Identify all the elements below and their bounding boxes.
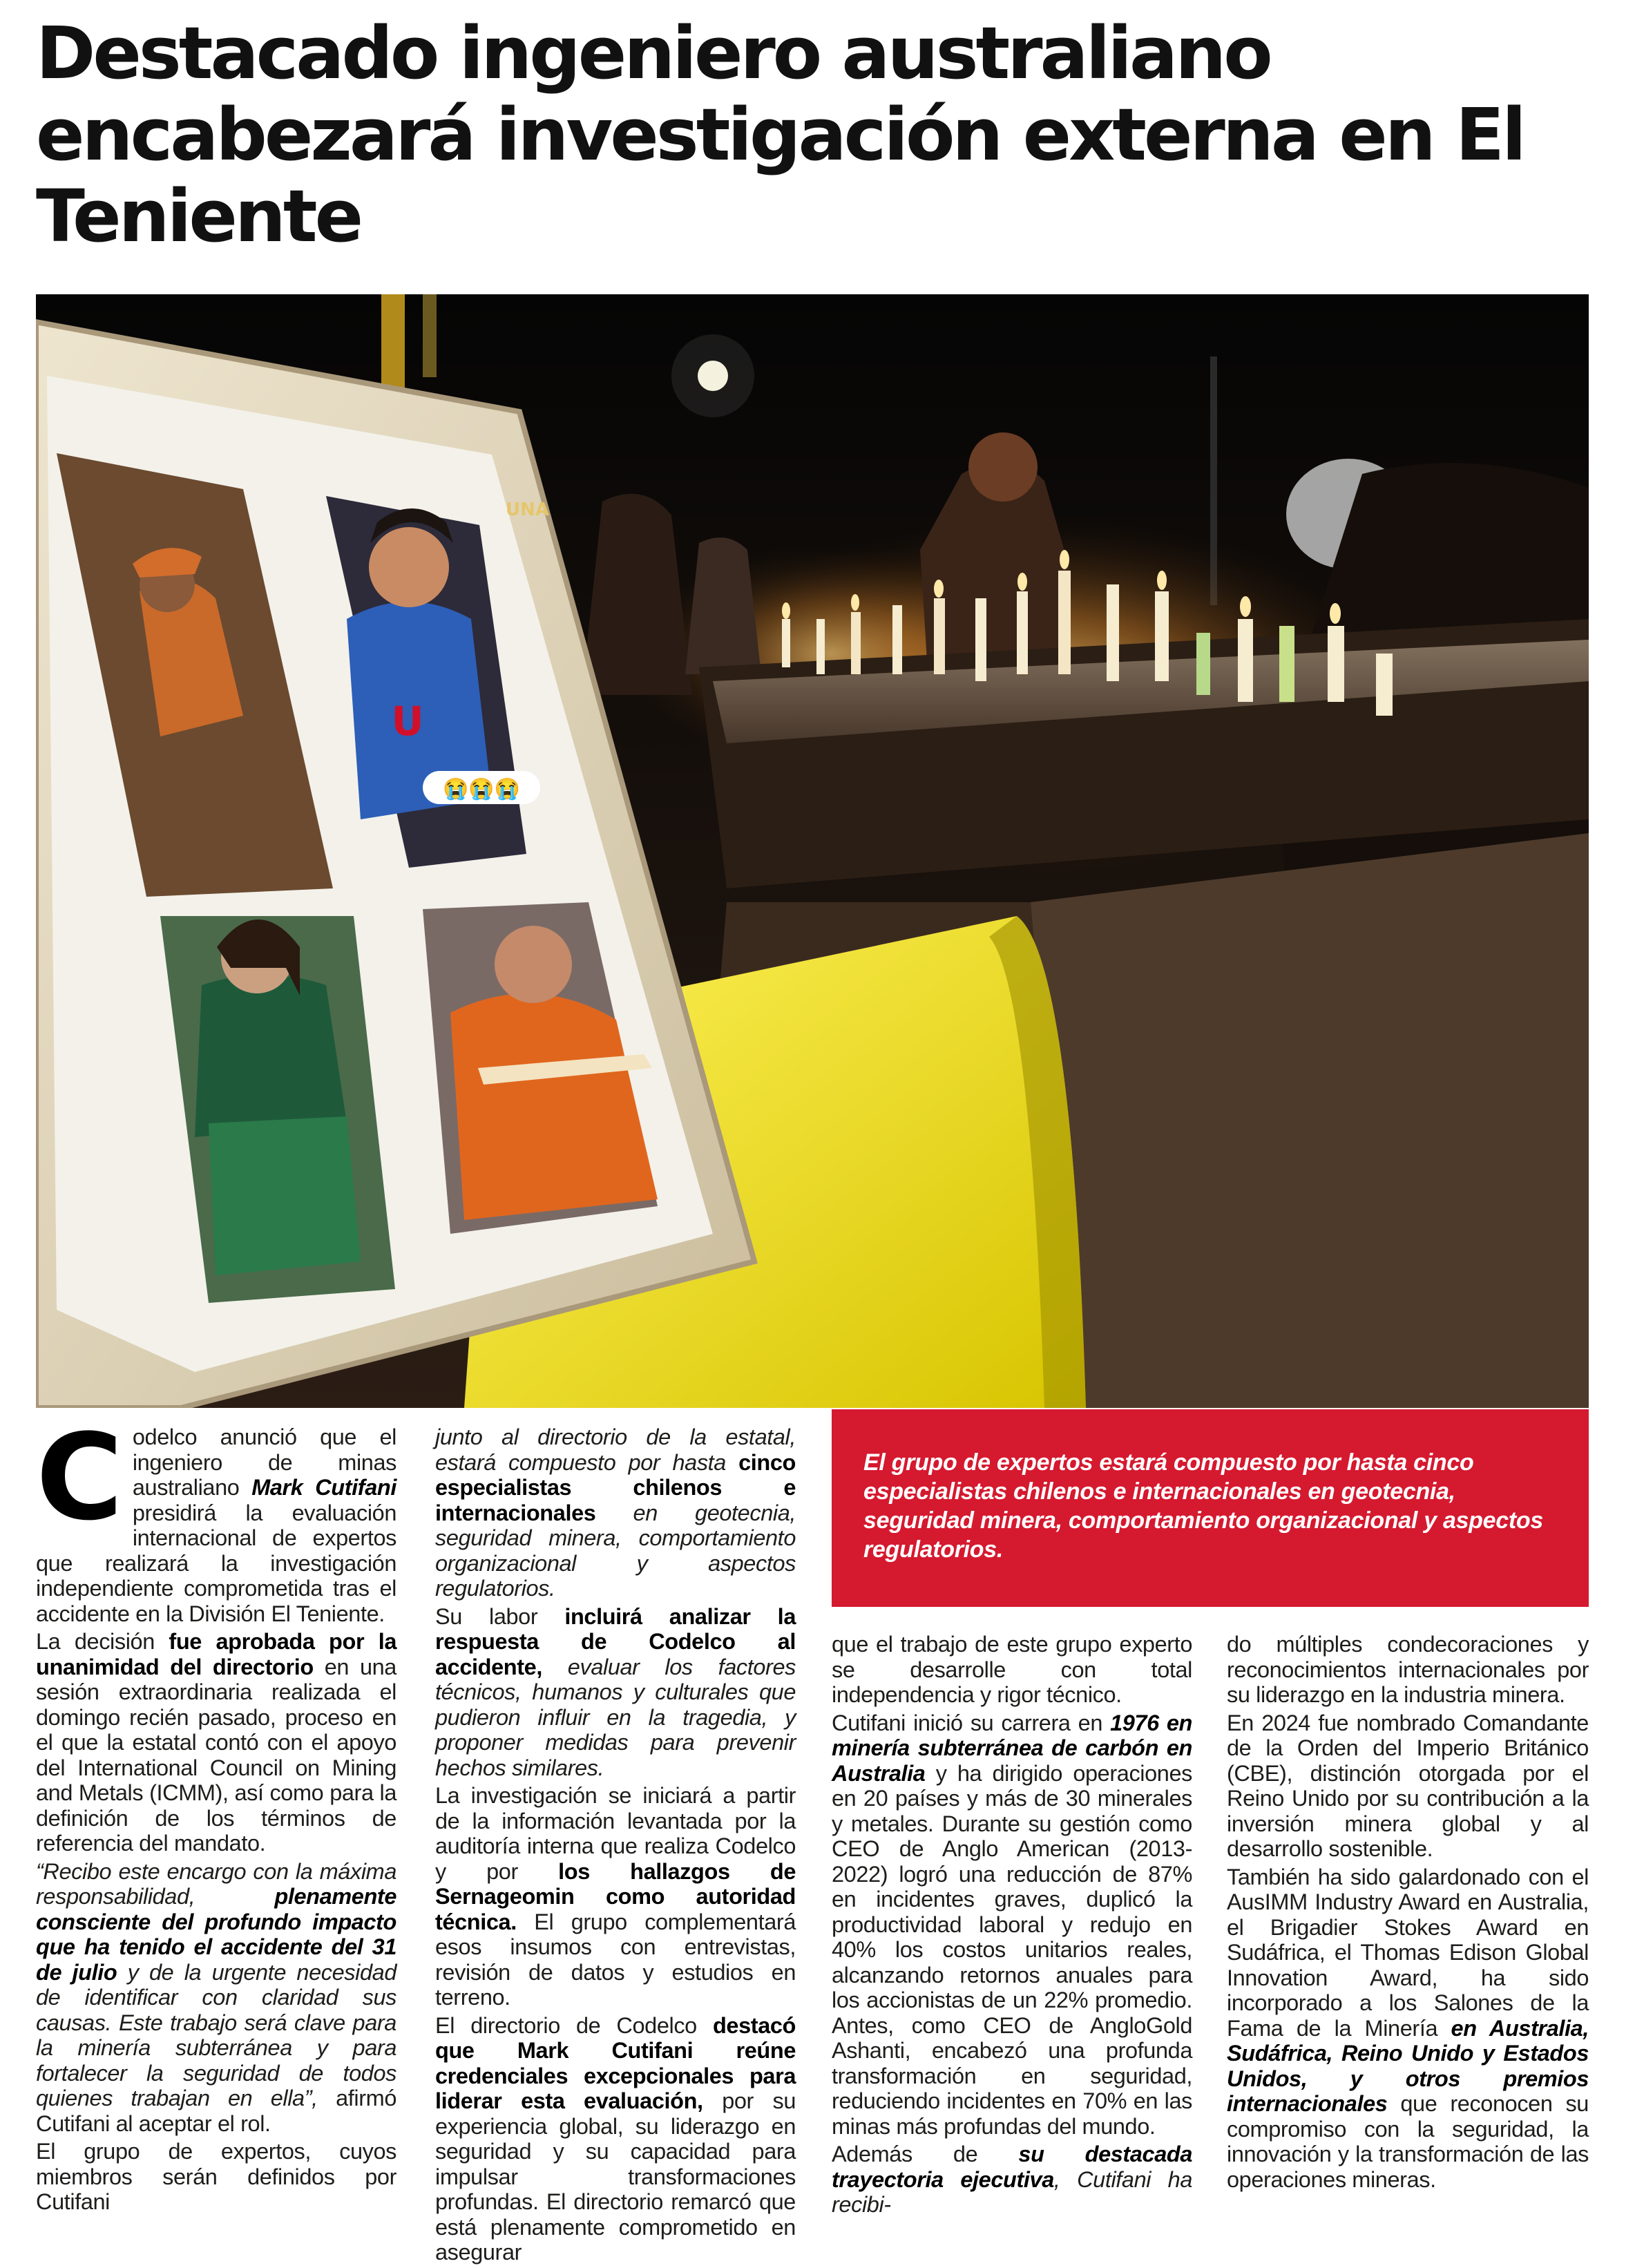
paragraph [36, 1859, 396, 2137]
text-run: do múltiples condecoraciones y reconocimientos internacionales por su liderazgo en la industria minera. [1227, 1632, 1589, 1707]
paragraph [36, 1408, 396, 1626]
text-run: su destacada trayectoria ejecutiva [832, 2142, 1192, 2192]
text-run: Mark Cutifani [251, 1475, 396, 1500]
text-run: plenamente consciente del profundo impacto que ha tenido el accidente del 31 de julio [36, 1884, 396, 1985]
text-run: “Recibo este encargo con la máxima responsabilidad, [36, 1858, 396, 1909]
text-run: destacó que Mark Cutifani reúne credenciales excepcionales para liderar esta evaluación, [435, 2012, 796, 2113]
text-run: La investigación se iniciará a partir de la información levantada por la auditoría interna que realiza Codelco y por [435, 1783, 796, 1884]
text-run: En 2024 fue nombrado Comandante de la Orden del Imperio Británico (CBE), distinción otorgada por el Reino Unido por su contribución a la inversión minera global y al desarrollo sostenible. [1227, 1710, 1589, 1861]
text-run: fue aprobada por la unanimidad del directorio [36, 1629, 396, 1679]
text-run: Cutifani inició su carrera en [832, 1710, 1111, 1735]
jersey-emojis: 😭😭😭 [442, 778, 521, 801]
jersey-letter: U [391, 698, 424, 745]
paragraph [36, 1629, 396, 1856]
column-1 [36, 1408, 396, 2218]
column-3 [832, 1632, 1192, 2220]
dropcap: C [36, 1408, 123, 1547]
paragraph [435, 1783, 796, 2010]
paragraph [1227, 1865, 1589, 2193]
paragraph [1227, 1710, 1589, 1862]
text-run: También ha sido galardonado con el AusIMM Industry Award en Australia, el Brigadier Stokes Award en Sudáfrica, el Thomas Edison Global Innovation Award, ha sido incorporado a los Salones de la Fama de la Minería [1227, 1864, 1589, 2041]
paragraph [832, 1710, 1192, 2140]
text-run: El directorio de Codelco [435, 2012, 713, 2038]
text-run: presidirá la evaluación internacional de expertos que realizará la investigación independiente comprometida tras el accidente en la División El Teniente. [36, 1500, 396, 1626]
text-run: junto al directorio de la estatal, estará compuesto por hasta [435, 1424, 796, 1475]
text-run: odelco anunció que el ingeniero de minas australiano [132, 1424, 396, 1500]
text-run: evaluar los factores técnicos, humanos y culturales que pudieron influir en la tragedia, y proponer medidas para prevenir hechos similares. [435, 1654, 796, 1780]
column-4 [1227, 1632, 1589, 2195]
text-run: El grupo de expertos, cuyos miembros serán definidos por Cutifani [36, 2139, 396, 2214]
text-run: que reconocen su compromiso con la seguridad, la innovación y la transformación de las operaciones mineras. [1227, 2091, 1589, 2192]
text-run: y ha dirigido operaciones en 20 países y más de 30 minerales y metales. Durante su gestión como CEO de Anglo American (2013-2022) logró una reducción de 87% en incidentes graves, duplicó la productividad laboral y redujo en 40% los costos unitarios reales, alcanzando retornos anuales para los accionistas de un 22% promedio. Antes, como CEO de AngloGold Ashanti, encabezó una profunda transformación en seguridad, reduciendo incidentes en 70% en las minas más profundas del mundo. [832, 1760, 1192, 2139]
pull-quote-box [832, 1409, 1589, 1607]
text-run: incluirá analizar la respuesta de Codelco al accidente, [435, 1603, 796, 1679]
paragraph [435, 1424, 796, 1601]
text-run: cinco especialistas chilenos e internacionales [435, 1449, 796, 1525]
text-run: , Cutifani ha recibi- [832, 2166, 1193, 2217]
text-run: en Australia, Sudáfrica, Reino Unido y Estados Unidos, y otros premios internacionales [1227, 2015, 1589, 2116]
vigil-photo [36, 294, 1589, 1408]
text-run: y de la urgente necesidad de identificar con claridad sus causas. Este trabajo será clave para la minería subterránea y para fortalecer la seguridad de todos quienes trabajan en ella”, [36, 1959, 396, 2110]
column-2 [435, 1424, 796, 2268]
headline: Destacado ingeniero australiano encabezará investigación externa en El Teniente [36, 11, 1524, 258]
paragraph [435, 2013, 796, 2265]
text-run: los hallazgos de Sernageomin como autoridad técnica. [435, 1858, 796, 1934]
pull-quote: El grupo de expertos estará compuesto por hasta cinco especialistas chilenos e internacionales en geotecnia, seguridad minera, comportamiento organizacional y aspectos regulatorios. [863, 1449, 1543, 1563]
text-run: que el trabajo de este grupo experto se desarrolle con total independencia y rigor técnico. [832, 1632, 1192, 1707]
text-run: en geotecnia, seguridad minera, comportamiento organizacional y aspectos regulatorios. [435, 1500, 796, 1601]
text-run: por su experiencia global, su liderazgo en seguridad y su capacidad para impulsar transformaciones profundas. El directorio remarcó que está plenamente comprometido en asegurar [435, 2088, 796, 2265]
text-run: afirmó Cutifani al aceptar el rol. [36, 2086, 396, 2136]
text-run: en una sesión extraordinaria realizada el domingo recién pasado, proceso en el que la estatal contó con el apoyo del International Council on Mining and Metals (ICMM), así como para la definición de los términos de referencia del mandato. [36, 1654, 396, 1856]
paragraph [1227, 1632, 1589, 1708]
paragraph [36, 2139, 396, 2215]
paragraph [832, 2142, 1192, 2218]
frame-sign: UNA [506, 499, 549, 520]
paragraph [832, 1632, 1192, 1708]
text-run: Además de [832, 2142, 1019, 2166]
text-run: Su labor [435, 1603, 565, 1629]
text-run: La decisión [36, 1629, 169, 1654]
paragraph [435, 1604, 796, 1781]
text-run: El grupo complementará esos insumos con entrevistas, revisión de datos y estudios en terreno. [435, 1909, 796, 2010]
text-run: 1976 en minería subterránea de carbón en Australia [832, 1710, 1192, 1786]
